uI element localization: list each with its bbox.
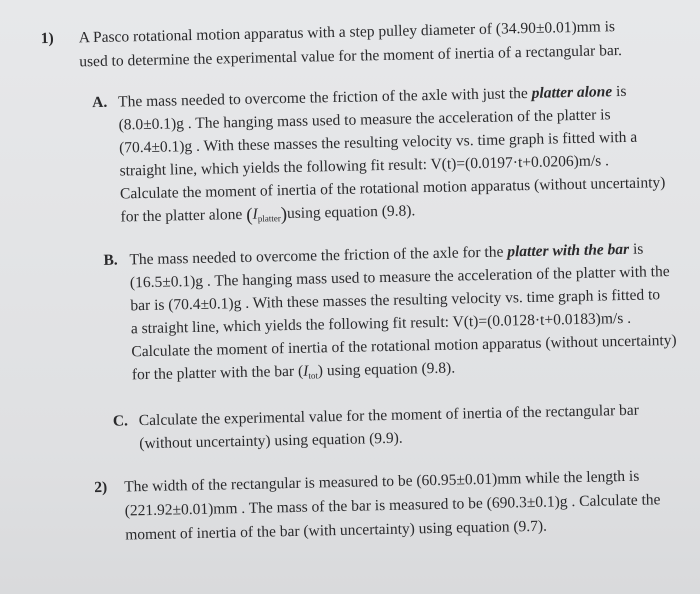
q1b-line3: bar is (70.4±0.1)g . With these masses the resulting velocity vs. time graph is fitted to	[130, 286, 661, 315]
q1-text-line2: used to determine the experimental value for the moment of inertia of a rectangular bar.	[79, 41, 623, 71]
q1a-line4: straight line, which yields the following fit result: V(t)=(0.0197·t+0.0206)m/s .	[119, 152, 610, 180]
q1b-line6: for the platter with the bar $(I_{tot})$ using equation (9.8).	[131, 359, 456, 384]
q1c-label: C.	[112, 412, 129, 430]
q1-number: 1)	[40, 29, 54, 48]
q1b-label: B.	[103, 251, 118, 269]
q1a-line1: The mass needed to overcome the friction of the axle with just the platter alone is	[117, 82, 627, 111]
q1a-line2: (8.0±0.1)g . The hanging mass used to measure the acceleration of the platter is	[118, 106, 611, 134]
q1a-line3: (70.4±0.1)g . With these masses the resulting velocity vs. time graph is fitted with a	[118, 128, 638, 157]
q2-text-line3: moment of inertia of the bar (with uncertainty) using equation (9.7).	[125, 517, 548, 544]
q1a-line5: Calculate the moment of inertia of the rotational motion apparatus (without uncertainty)	[119, 174, 666, 203]
q1b-line2: (16.5±0.1)g . The hanging mass used to measure the acceleration of the platter with the	[129, 263, 670, 292]
q1a-label: A.	[91, 93, 108, 112]
q1b-line4: a straight line, which yields the following fit result: V(t)=(0.0128·t+0.0183)m/s .	[130, 309, 632, 338]
q1c-line1: Calculate the experimental value for the moment of inertia of the rectangular bar	[138, 401, 640, 430]
q1c-line2: (without uncertainty) using equation (9.9).	[139, 429, 403, 453]
q2-number: 2)	[94, 478, 108, 497]
q1b-line1: The mass needed to overcome the friction of the axle for the platter with the bar is	[129, 240, 644, 269]
q1a-line6: for the platter alone $(I_{platter})using$ equation (9.8).	[120, 202, 416, 226]
q1b-line5: Calculate the moment of inertia of the rotational motion apparatus (without uncertainty)	[131, 331, 677, 361]
q2-text-line2: (221.92±0.01)mm . The mass of the bar is measured to be (690.3±0.1)g . Calculate the	[124, 491, 661, 520]
q2-text-line1: The width of the rectangular is measured to be (60.95±0.01)mm while the length is	[124, 467, 640, 496]
q1-text-line1: A Pasco rotational motion apparatus with a step pulley diameter of (34.90±0.01)mm is	[78, 18, 616, 47]
